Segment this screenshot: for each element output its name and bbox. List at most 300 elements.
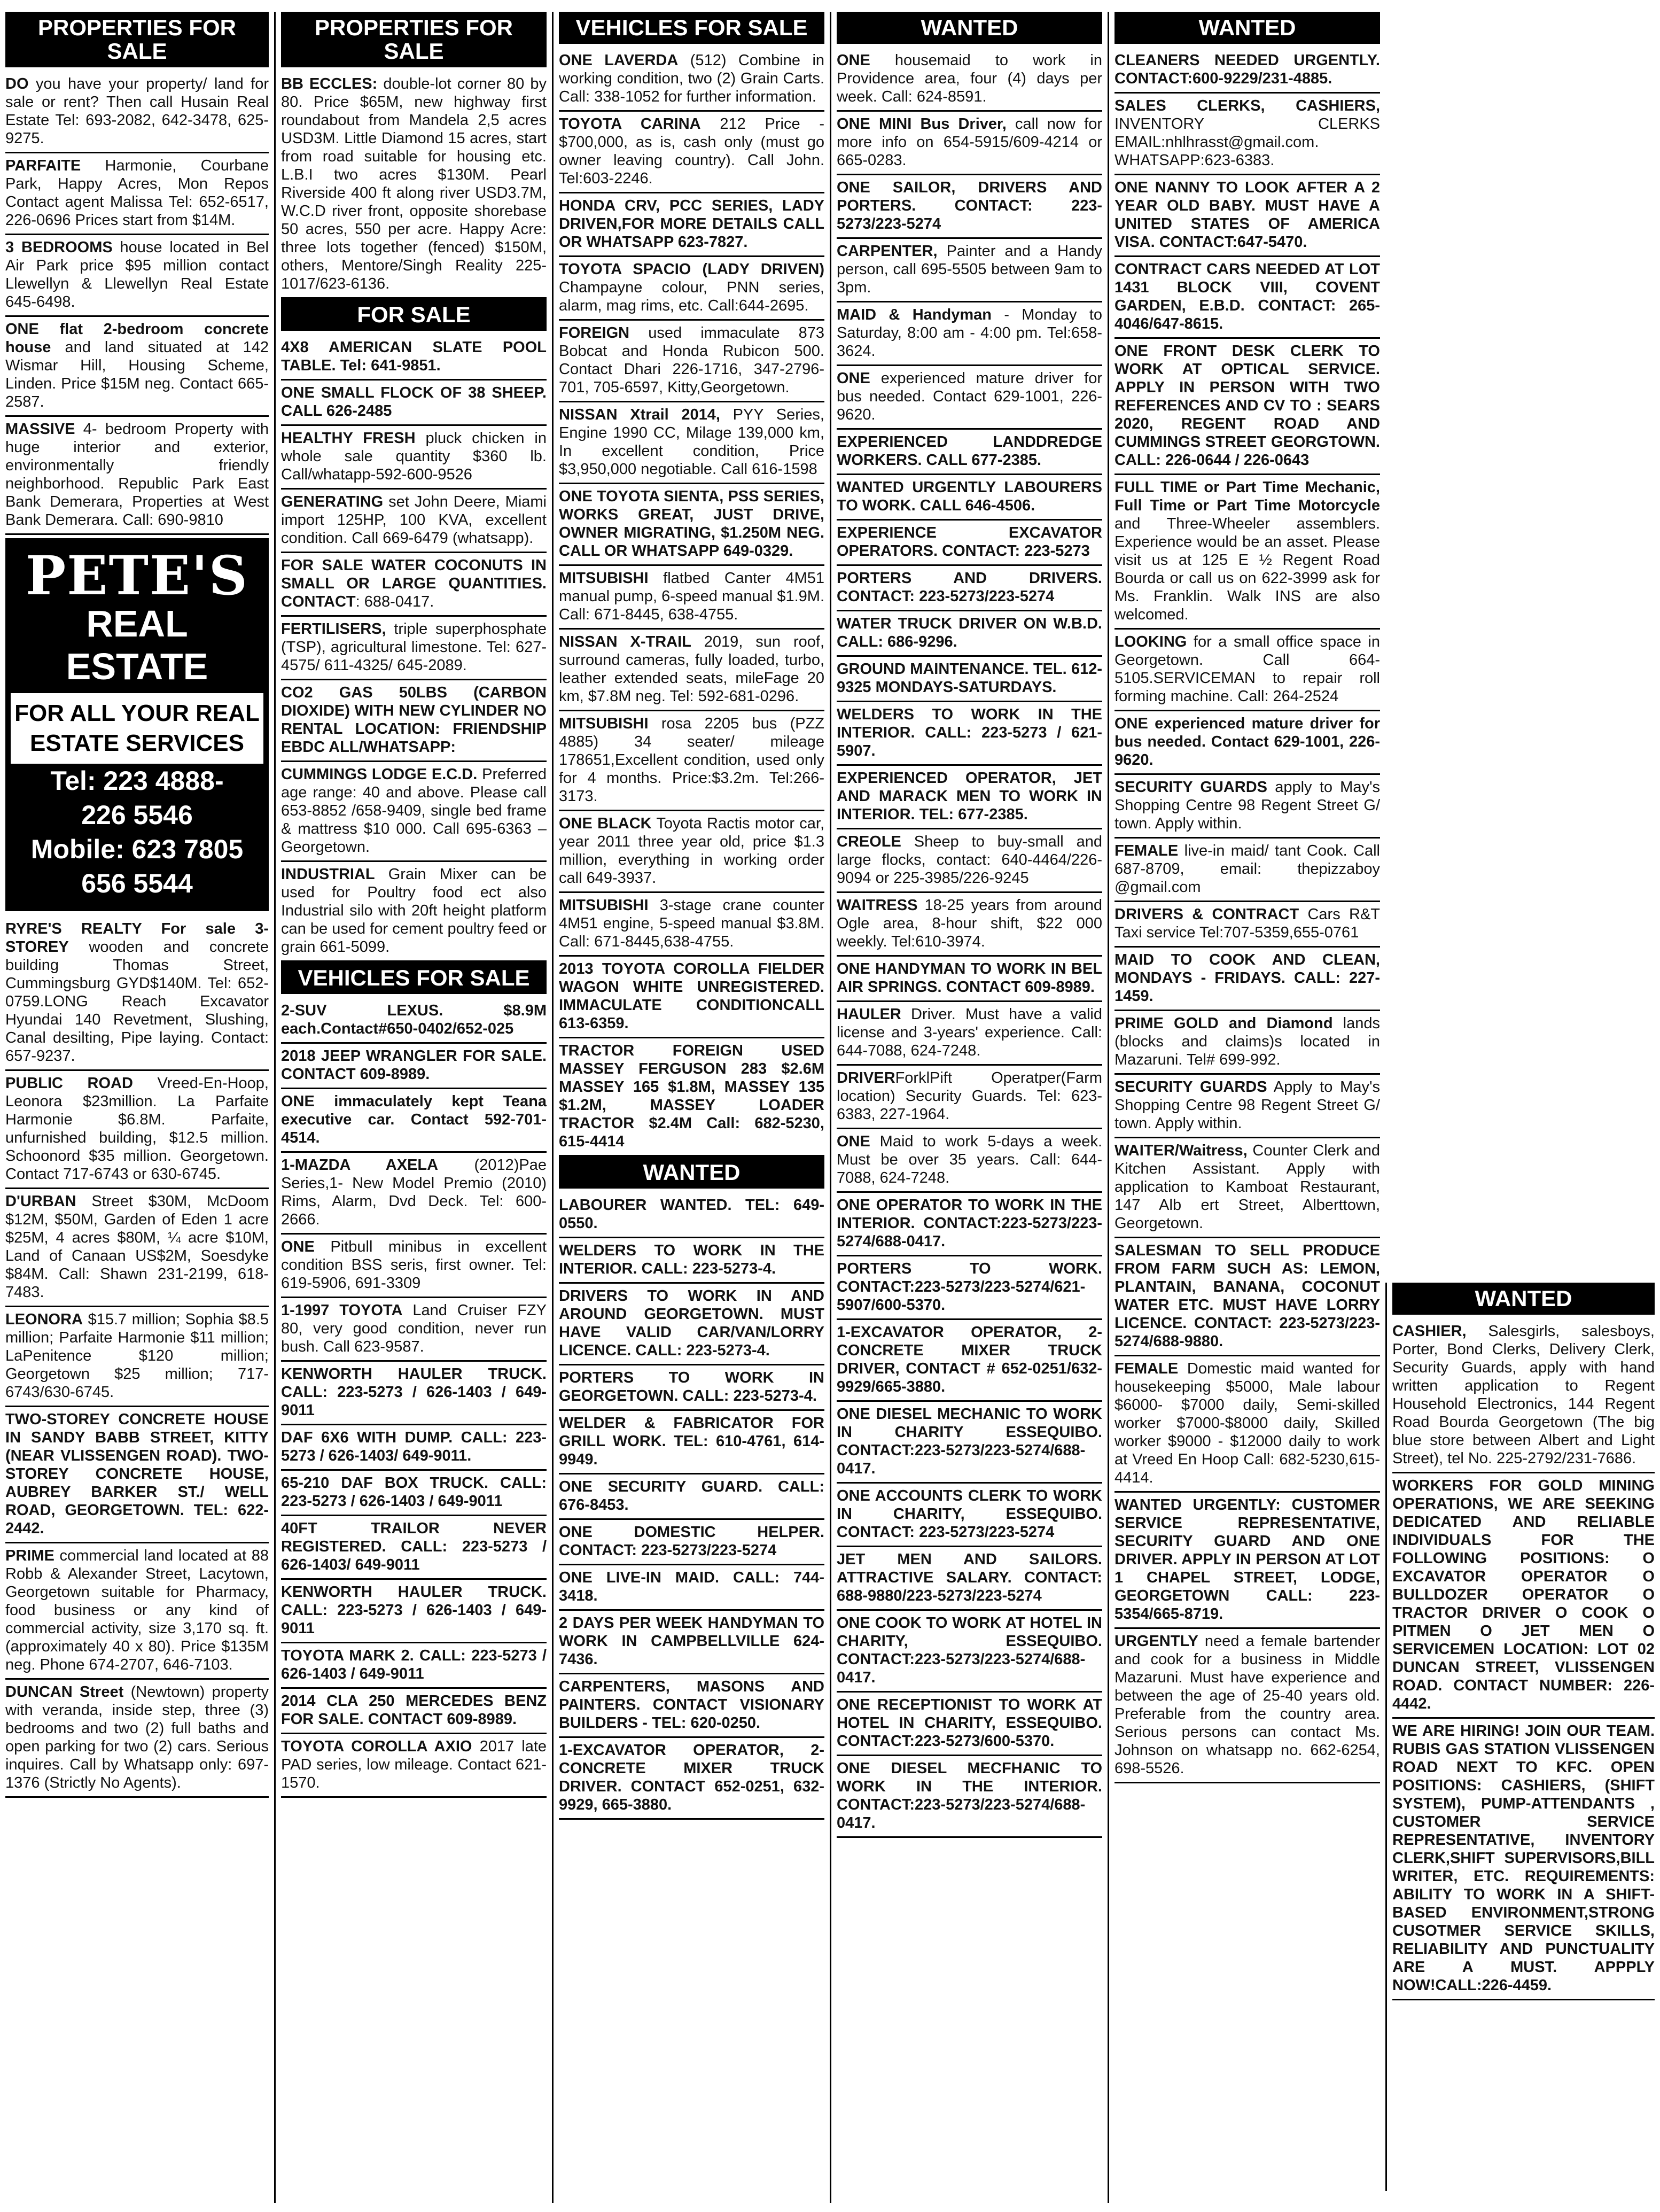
ad-body: Apply to May's Shopping Centre 98 Regent Street G/ town. Apply within.: [1115, 1078, 1380, 1132]
ad-body: Counter Clerk and Kitchen Assistant. Apply with application to Kamboat Restaurant, 147 Alb ert Street, Alberttown, Georgetown.: [1115, 1142, 1380, 1232]
classified-ad: [281, 1734, 547, 1798]
ad-body: 2019, sun roof, surround cameras, fully loaded, turbo, leather extended seats, mileFage 20 km, $7.8M neg. Tel: 592-681-0296.: [559, 633, 825, 705]
classified-ad: [559, 1565, 824, 1611]
ad-body: Grain Mixer can be used for Poultry food ect also Industrial silo with 20ft height platform can be used for cement poultry feed or grain 661-5099.: [281, 866, 547, 956]
ad-title: BB ECCLES:: [281, 75, 378, 92]
ad-title: GROUND MAINTENANCE. TEL. 612-9325 MONDAYS-SATURDAYS.: [837, 661, 1102, 696]
promo-tel-2: 226 5546: [81, 800, 193, 830]
ad-title: MASSIVE: [5, 421, 75, 438]
classified-ad: [281, 335, 547, 381]
petes-real-estate-ad: [5, 538, 269, 911]
ad-body: double-lot corner 80 by 80. Price $65M, new highway first roundabout from Mandela 2,5 acres USD3M. Little Diamond 15 acres, start from road suitable for housing etc. L.B.I two acres $130M. Pearl Riverside 400 ft along river USD3.7M, W.C.D river front, opposite shorebase 50 acres, 550 per acre. Happy Acre: three lots together (fenced) $150M, others, Mentore/Singh Reality 225-1017/623-6136.: [281, 75, 547, 292]
classified-ad: [837, 611, 1102, 657]
ad-title: MAID TO COOK AND CLEAN, MONDAYS - FRIDAYS. CALL: 227-1459.: [1115, 951, 1380, 1005]
ad-body: live-in maid/ tant Cook. Call 687-8709, email: thepizzaboy @gmail.com: [1115, 842, 1380, 896]
classified-ad: [281, 72, 547, 299]
ad-title: NISSAN X-TRAIL: [559, 633, 691, 650]
section-header-for-sale: FOR SALE: [281, 299, 547, 331]
ad-title: ONE: [837, 370, 870, 387]
classified-ad: [5, 917, 269, 1071]
classified-ad: [281, 553, 547, 617]
classified-ad: [559, 1474, 824, 1520]
classified-ad: [559, 402, 824, 484]
ad-body: - Monday to Saturday, 8:00 am - 4:00 pm. Tel:658-3624.: [837, 306, 1103, 360]
classified-ad: [837, 893, 1102, 957]
classified-ad: [559, 811, 824, 893]
classified-ad: [837, 829, 1102, 893]
ad-title: WANTED URGENTLY LABOURERS TO WORK. CALL 646-4506.: [837, 479, 1102, 514]
ad-title: 1-EXCAVATOR OPERATOR, 2- CONCRETE MIXER TRUCK DRIVER, CONTACT # 652-0251/632-9929/665-3880.: [837, 1324, 1102, 1395]
classified-ad: [837, 702, 1102, 766]
ad-title: TRACTOR FOREIGN USED MASSEY FERGUSON 283 $2.6M MASSEY 165 $1.8M, MASSEY 135 $1.2M, MASSEY LOADER TRACTOR $2.4M Call: 682-5230, 615-4414: [559, 1042, 824, 1150]
ad-title: FOR SALE WATER COCONUTS IN SMALL OR LARGE QUANTITIES. CONTACT: [281, 557, 547, 610]
ad-body: for a small office space in Georgetown. Call 664-5105.SERVICEMAN to repair roll forming machine. Call: 264-2524: [1115, 633, 1380, 705]
classified-ad: [281, 426, 547, 490]
ad-title: ONE OPERATOR TO WORK IN THE INTERIOR. CONTACT:223-5273/223-5274/688-0417.: [837, 1197, 1102, 1250]
ad-body: Maid to work 5-days a week. Must be over 35 years. Call: 644-7088, 624-7248.: [837, 1133, 1102, 1186]
ad-title: ONE DIESEL MECFHANIC TO WORK IN THE INTERIOR. CONTACT:223-5273/223-5274/688-0417.: [837, 1760, 1102, 1831]
ad-body: Salesgirls, salesboys, Porter, Bond Clerks, Delivery Clerk, Security Guards, apply with hand written application to Regent Household Electronics, 144 Regent Road Bourda Georgetown (The big blue store between Albert and Light Street), tel No. 225-2792/231-7686.: [1392, 1323, 1655, 1467]
ad-title: ONE: [281, 1238, 315, 1255]
classified-ad: [281, 1643, 547, 1689]
ad-body: (2012)Pae Series,1- New Model Premio (2010) Rims, Alarm, Dvd Deck. Tel: 600-2666.: [281, 1157, 547, 1228]
ad-title: LEONORA: [5, 1311, 83, 1328]
ad-title: ONE COOK TO WORK AT HOTEL IN CHARITY, ESSEQUIBO. CONTACT:223-5273/223-5274/688-0417.: [837, 1615, 1102, 1686]
ad-title: 40FT TRAILOR NEVER REGISTERED. CALL: 223-5273 / 626-1403/ 649-9011: [281, 1520, 547, 1573]
column-wanted-3: [1385, 1283, 1660, 2191]
classified-ad: [837, 1756, 1102, 1838]
classified-ad: [1115, 630, 1380, 711]
classified-ad: [559, 1365, 824, 1411]
ad-title: ONE RECEPTIONIST TO WORK AT HOTEL IN CHARITY, ESSEQUIBO. CONTACT:223-5273/600-5370.: [837, 1696, 1102, 1750]
classified-ad: [837, 239, 1102, 302]
ad-title: ONE LAVERDA: [559, 52, 679, 69]
ad-title: RYRE'S REALTY For sale 3-STOREY: [5, 920, 269, 956]
classified-ad: [837, 48, 1102, 112]
ad-body: Vreed-En-Hoop, Leonora $23million. La Parfaite Harmonie $6.8M. Parfaite, unfurnished building, $12.5 million. Schoonord $35 million. Georgetown. Contact 717-6743 or 630-6745.: [5, 1075, 269, 1183]
ad-title: CREOLE: [837, 833, 901, 850]
ad-body: 212 Price - $700,000, as is, cash only (must go owner leaving country). Call John. Tel:603-2246.: [559, 115, 824, 187]
ad-body: wooden and concrete building Thomas Street, Cummingsburg GYD$140M. Tel: 652-0759.LONG Reach Excavator Hyundai 140 Revetment, Slushing, Canal desilting, Pipe laying. Contact: 657-9237.: [5, 938, 269, 1065]
ad-body: 4- bedroom Property with huge interior and exterior, environmentally friendly neighborhood. Republic Park East Bank Demerara, Properties at West Bank Demerara. Call: 690-9810: [5, 421, 269, 529]
ad-title: CASHIER,: [1392, 1323, 1467, 1340]
classified-ad: [281, 1235, 547, 1298]
classified-ad: [559, 1193, 824, 1238]
ad-title: KENWORTH HAULER TRUCK. CALL: 223-5273 / 626-1403 / 649-9011: [281, 1584, 547, 1637]
ad-title: ONE DIESEL MECHANIC TO WORK IN CHARITY ESSEQUIBO. CONTACT:223-5273/223-5274/688-0417.: [837, 1406, 1102, 1477]
classified-ad: [559, 1238, 824, 1284]
ad-title: HONDA CRV, PCC SERIES, LADY DRIVEN,FOR MORE DETAILS CALL OR WHATSAPP 623-7827.: [559, 197, 824, 251]
classified-ad: [837, 657, 1102, 702]
ad-body: Street $30M, McDoom $12M, $50M, Garden of Eden 1 acre $25M, 4 acres $80M, ¼ acre $10M, Land of Canaan US$2M, Soesdyke $84M. Call: Shawn 231-2199, 618-7483.: [5, 1193, 269, 1301]
classified-ad: [281, 1362, 547, 1425]
ad-title: NISSAN Xtrail 2014,: [559, 406, 720, 423]
classified-ad: [559, 711, 824, 811]
classified-ad: [281, 1044, 547, 1089]
ad-title: GENERATING: [281, 493, 384, 510]
ad-title: KENWORTH HAULER TRUCK. CALL: 223-5273 / 626-1403 / 649-9011: [281, 1365, 547, 1419]
classified-ad: [559, 1611, 824, 1674]
ad-title: MITSUBISHI: [559, 715, 649, 732]
classified-ad: [5, 1680, 269, 1798]
promo-logo: PETE'S: [26, 544, 248, 607]
classified-ad: [1115, 475, 1380, 630]
ad-body: : 688-0417.: [355, 593, 434, 610]
ad-body: commercial land located at 88 Robb & Alexander Street, Lacytown, Georgetown suitable for Pharmacy, food business or any kind of commercial activity, size 3,170 sq. ft. (approximately 40 x 80). Price $135M neg. Phone 674-2707, 646-7103.: [5, 1547, 269, 1673]
ad-body: Harmonie, Courbane Park, Happy Acres, Mon Repos Contact agent Malissa Tel: 652-6517, 226-0696 Prices start from $14M.: [5, 157, 269, 229]
classified-ad: [559, 893, 824, 957]
ad-title: 1-EXCAVATOR OPERATOR, 2-CONCRETE MIXER TRUCK DRIVER. CONTACT 652-0251, 632-9929, 665-3880.: [559, 1742, 824, 1813]
ad-title: DRIVERS & CONTRACT: [1115, 906, 1299, 923]
ad-body: and land situated at 142 Wismar Hill, Housing Scheme, Linden. Price $15M neg. Contact 665-2587.: [5, 339, 269, 410]
classified-ad: [837, 1066, 1102, 1129]
section-header: WANTED: [837, 12, 1102, 44]
classified-ad: [559, 1284, 824, 1365]
ad-title: ONE TOYOTA SIENTA, PSS SERIES, WORKS GREAT, JUST DRIVE, OWNER MIGRATING, $1.250M NEG. CALL OR WHATSAPP 649-0329.: [559, 488, 824, 560]
ad-title: PRIME: [5, 1547, 54, 1564]
ad-title: DAF 6X6 WITH DUMP. CALL: 223-5273 / 626-1403/ 649-9011.: [281, 1429, 547, 1464]
ad-title: EXPERIENCED LANDDREDGE WORKERS. CALL 677-2385.: [837, 433, 1102, 469]
classified-ad: [559, 566, 824, 630]
classified-ad: [1115, 902, 1380, 948]
classified-ad: [5, 417, 269, 535]
classified-ad: [559, 630, 824, 711]
ad-body: $15.7 million; Sophia $8.5 million; Parfaite Harmonie $11 million; LaPenitence $120 million; Georgetown $25 million; 717-6743/630-6745.: [5, 1311, 269, 1401]
section-header: VEHICLES FOR SALE: [559, 12, 824, 44]
classified-ad: [281, 762, 547, 862]
ad-title: URGENTLY: [1115, 1633, 1198, 1650]
ad-title: 2018 JEEP WRANGLER FOR SALE. CONTACT 609-8989.: [281, 1047, 547, 1083]
classified-ad: [837, 1320, 1102, 1402]
ad-title: TOYOTA COROLLA AXIO: [281, 1738, 472, 1755]
ad-body: Painter and a Handy person, call 695-5505 between 9am to 3pm.: [837, 243, 1102, 296]
ad-body: experienced mature driver for bus needed. Contact 629-1001, 226-9620.: [837, 370, 1102, 423]
ad-title: CUMMINGS LODGE E.C.D.: [281, 766, 478, 783]
classified-ad: [281, 680, 547, 762]
ad-title: MAID & Handyman: [837, 306, 992, 323]
classified-ad: [837, 766, 1102, 829]
ad-title: PRIME GOLD and Diamond: [1115, 1015, 1333, 1032]
promo-tel: Tel: 223 4888-: [50, 766, 224, 796]
ad-title: WELDERS TO WORK IN THE INTERIOR. CALL: 223-5273-4.: [559, 1242, 824, 1277]
classified-ad: [837, 1402, 1102, 1484]
ad-title: ONE BLACK: [559, 815, 652, 832]
promo-logo-sub: REAL ESTATE: [66, 603, 208, 687]
section-header-vehicles: VEHICLES FOR SALE: [281, 962, 547, 994]
ad-title: CO2 GAS 50LBS (CARBON DIOXIDE) WITH NEW CYLINDER NO RENTAL LOCATION: FRIENDSHIP EBDC ALL/WHATSAPP:: [281, 684, 547, 756]
ad-title: JET MEN AND SAILORS. ATTRACTIVE SALARY. CONTACT: 688-9880/223-5273/223-5274: [837, 1551, 1102, 1604]
classified-ad: [837, 1484, 1102, 1547]
classified-ad: [1115, 339, 1380, 475]
classified-ad: [559, 1038, 824, 1157]
ad-body: Domestic maid wanted for housekeeping $5000, Male labour $6000- $7000 daily, Semi-skilled worker $7000-$8000 daily, Skilled worker $9000 - $12000 daily to work at Vreed En Hoop Call: 682-5230,615- 4414.: [1115, 1360, 1380, 1486]
ad-title: 2-SUV LEXUS. $8.9M each.Contact#650-0402/652-025: [281, 1002, 547, 1037]
ad-title: 2014 CLA 250 MERCEDES BENZ FOR SALE. CONTACT 609-8989.: [281, 1693, 547, 1728]
ad-title: ONE MINI Bus Driver,: [837, 115, 1007, 133]
ad-body: pluck chicken in whole sale quantity $360 lb. Call/whatapp-592-600-9526: [281, 430, 547, 483]
ad-body: set John Deere, Miami import 125HP, 100 KVA, excellent condition. Call 669-6479 (whatsapp).: [281, 493, 547, 547]
classified-ad: [281, 1089, 547, 1153]
column-properties-for-sale-1: [0, 12, 274, 2203]
ad-title: SECURITY GUARDS: [1115, 779, 1267, 796]
ad-title: PORTERS AND DRIVERS. CONTACT: 223-5273/223-5274: [837, 570, 1102, 605]
classified-ad: [837, 1611, 1102, 1693]
ad-title: D'URBAN: [5, 1193, 76, 1210]
classified-ad: [281, 1298, 547, 1362]
classified-ad: [1115, 175, 1380, 257]
ad-title: LOOKING: [1115, 633, 1187, 650]
classified-ad: [281, 381, 547, 426]
classified-ad: [281, 1471, 547, 1516]
ad-title: WAITER/Waitress,: [1115, 1142, 1248, 1159]
classified-ad: [559, 484, 824, 566]
ad-title: CARPENTER,: [837, 243, 938, 260]
column-properties-for-sale-2: [274, 12, 552, 2203]
ad-body: (Newtown) property with veranda, inside step, three (3) bedrooms and two (2) full baths and open parking for two (2) cars. Serious inquires. Call by Whatsapp only: 697-1376 (Strictly No Agents).: [5, 1683, 269, 1791]
ad-body: 18-25 years from around Ogle area, 8-hour shift, $22 000 weekly. Tel:610-3974.: [837, 897, 1102, 950]
classified-ad: [1115, 1238, 1380, 1356]
ad-title: WANTED URGENTLY: CUSTOMER SERVICE REPRESENTATIVE, SECURITY GUARD AND ONE DRIVER. APPLY IN PERSON AT LOT 1 CHAPEL STREET, LODGE, GEORGETOWN CALL: 223-5354/665-8719.: [1115, 1496, 1380, 1623]
ad-body: house located in Bel Air Park price $95 million contact Llewellyn & Llewellyn Real Estate 645-6498.: [5, 239, 269, 311]
ad-title: ONE flat 2-bedroom concrete house: [5, 321, 269, 356]
classified-ad: [281, 1516, 547, 1580]
classified-ad: [281, 862, 547, 962]
classified-ad: [837, 1256, 1102, 1320]
ad-title: SALESMAN TO SELL PRODUCE FROM FARM SUCH AS: LEMON, PLANTAIN, BANANA, COCONUT WATER ETC. MUST HAVE LORRY LICENCE. CONTACT: 223-5273/223-5274/688-9880.: [1115, 1242, 1380, 1350]
classified-ad: [559, 1738, 824, 1820]
classified-ad: [281, 1689, 547, 1734]
classified-ad: [559, 112, 824, 193]
ad-body: 3-stage crane counter 4M51 engine, 5-speed manual $3.8M. Call: 671-8445,638-4755.: [559, 897, 824, 950]
classified-ad: [1115, 1629, 1380, 1783]
section-header: PROPERTIES FOR SALE: [281, 12, 547, 67]
classified-ad: [837, 1129, 1102, 1193]
classified-ad: [837, 1002, 1102, 1066]
column-wanted-1: [830, 12, 1108, 2203]
classified-ad: [837, 302, 1102, 366]
ad-title: 3 BEDROOMS: [5, 239, 113, 256]
classified-ad: [559, 257, 824, 321]
classified-ad: [837, 1193, 1102, 1256]
ad-title: ONE DOMESTIC HELPER. CONTACT: 223-5273/223-5274: [559, 1524, 824, 1559]
ad-title: PARFAITE: [5, 157, 81, 174]
section-header: PROPERTIES FOR SALE: [5, 12, 269, 67]
ad-title: ONE ACCOUNTS CLERK TO WORK IN CHARITY, ESSEQUIBO. CONTACT: 223-5273/223-5274: [837, 1487, 1102, 1541]
ad-title: FERTILISERS,: [281, 620, 386, 638]
ad-body: flatbed Canter 4M51 manual pump, 6-speed manual $1.9M. Call: 671-8445, 638-4755.: [559, 570, 824, 623]
classified-ad: [559, 48, 824, 112]
ad-title: ONE SAILOR, DRIVERS AND PORTERS. CONTACT: 223-5273/223-5274: [837, 179, 1102, 232]
ad-title: FEMALE: [1115, 842, 1179, 859]
ad-title: SECURITY GUARDS: [1115, 1078, 1267, 1096]
ad-title: CONTRACT CARS NEEDED AT LOT 1431 BLOCK VIII, COVENT GARDEN, E.B.D. CONTACT: 265-4046/647-8615.: [1115, 261, 1380, 332]
classified-ad: [837, 112, 1102, 175]
ad-body: Cars R&T Taxi service Tel:707-5359,655-0761: [1115, 906, 1381, 941]
classified-ad: [559, 1411, 824, 1474]
classified-ad: [281, 998, 547, 1044]
column-wanted-2: [1108, 12, 1385, 2203]
ad-title: DUNCAN Street: [5, 1683, 124, 1701]
classified-ad: [559, 1674, 824, 1738]
ad-title: HAULER: [837, 1006, 901, 1023]
classified-ad: [5, 1407, 269, 1543]
ad-title: ONE SMALL FLOCK OF 38 SHEEP. CALL 626-2485: [281, 384, 547, 420]
ad-body: 2017 late PAD series, low mileage. Contact 621-1570.: [281, 1738, 547, 1791]
ad-title: TOYOTA MARK 2. CALL: 223-5273 / 626-1403 / 649-9011: [281, 1647, 547, 1682]
ad-title: WORKERS FOR GOLD MINING OPERATIONS, WE ARE SEEKING DEDICATED AND RELIABLE INDIVIDUALS FOR THE FOLLOWING POSITIONS: O EXCAVATOR OPERATOR O BULLDOZER OPERATOR O TRACTOR DRIVER O COOK O PITMEN O JET MEN O SERVICEMEN LOCATION: LOT 02 DUNCAN STREET, VLISSENGEN ROAD. CONTACT NUMBER: 226-4442.: [1392, 1477, 1655, 1712]
classified-ad: [1392, 1319, 1655, 1473]
ad-title: MITSUBISHI: [559, 897, 649, 914]
ad-body: triple superphosphate (TSP), agricultural limestone. Tel: 627-4575/ 611-4325/ 645-2089.: [281, 620, 547, 674]
classified-ad: [5, 72, 269, 153]
classified-ad: [1115, 257, 1380, 339]
ad-body: call now for more info on 654-5915/609-4214 or 665-0283.: [837, 115, 1102, 169]
ad-title: TWO-STOREY CONCRETE HOUSE IN SANDY BABB STREET, KITTY (NEAR VLISSENGEN ROAD). TWO-STOREY CONCRETE HOUSE, AUBREY BARKER ST./ WELL ROAD, GEORGETOWN. TEL: 622-2442.: [5, 1411, 269, 1537]
ad-title: PORTERS TO WORK. CONTACT:223-5273/223-5274/621-5907/600-5370.: [837, 1260, 1102, 1314]
ad-title: FULL TIME or Part Time Mechanic, Full Time or Part Time Motorcycle: [1115, 479, 1380, 514]
ad-title: WE ARE HIRING! JOIN OUR TEAM. RUBIS GAS STATION VLISSENGEN ROAD NEXT TO KFC. OPEN POSITIONS: CASHIERS, (SHIFT SYSTEM), PUMP-ATTENDANTS , CUSTOMER SERVICE REPRESENTATIVE, INVENTORY CLERK,SHIFT SUPERVISORS,BILL WRITER, ETC. REQUIREMENTS: ABILITY TO WORK IN A SHIFT-BASED ENVIRONMENT,STRONG CUSOTMER SERVICE SKILLS, RELIABILITY AND PUNCTUALITY ARE A MUST. APPPLY NOW!CALL:226-4459.: [1392, 1722, 1655, 1994]
classified-ad: [1115, 948, 1380, 1011]
classified-ad: [1115, 1011, 1380, 1075]
ad-body: Land Cruiser FZY 80, very good condition, never run bush. Call 623-9587.: [281, 1302, 547, 1355]
ad-body: Driver. Must have a valid license and 3-years' experience. Call: 644-7088, 624-7248.: [837, 1006, 1102, 1059]
ad-title: PUBLIC ROAD: [5, 1075, 133, 1092]
ad-title: 65-210 DAF BOX TRUCK. CALL: 223-5273 / 626-1403 / 649-9011: [281, 1474, 547, 1510]
classified-ad: [1115, 48, 1380, 94]
classified-ad: [281, 1425, 547, 1471]
ad-title: 2013 TOYOTA COROLLA FIELDER WAGON WHITE UNREGISTERED. IMMACULATE CONDITIONCALL 613-6359.: [559, 960, 824, 1032]
ad-body: apply to May's Shopping Centre 98 Regent Street G/ town. Apply within.: [1115, 779, 1380, 832]
ad-title: SALES CLERKS, CASHIERS,: [1115, 97, 1380, 114]
ad-title: DRIVER: [837, 1069, 895, 1086]
ad-body: Sheep to buy-small and large flocks, contact: 640-4464/226-9094 or 225-3985/226-9245: [837, 833, 1102, 887]
ad-body: (512) Combine in working condition, two (2) Grain Carts. Call: 338-1052 for further information.: [559, 52, 825, 105]
ad-title: DRIVERS TO WORK IN AND AROUND GEORGETOWN. MUST HAVE VALID CAR/VAN/LORRY LICENCE. CALL: 223-5273-4.: [559, 1287, 824, 1359]
ad-title: FOREIGN: [559, 324, 630, 341]
classified-ad: [281, 490, 547, 553]
classified-ad: [1115, 1356, 1380, 1493]
ad-title: 1-MAZDA AXELA: [281, 1157, 439, 1174]
classified-ad: [1392, 1719, 1655, 2000]
ad-title: WELDERS TO WORK IN THE INTERIOR. CALL: 223-5273 / 621-5907.: [837, 706, 1102, 759]
ad-body: rosa 2205 bus (PZZ 4885) 34 seater/ mileage 178651,Excellent condition, used only for 4 months. Price:$3.2m. Tel:266-3173.: [559, 715, 824, 805]
ad-title: ONE: [837, 52, 870, 69]
classified-ad: [837, 475, 1102, 521]
classified-ad: [837, 366, 1102, 430]
classified-ad: [837, 175, 1102, 239]
ad-title: CLEANERS NEEDED URGENTLY. CONTACT:600-9229/231-4885.: [1115, 52, 1380, 87]
ad-title: DO: [5, 75, 29, 92]
ad-title: HEALTHY FRESH: [281, 430, 416, 447]
ad-title: WAITRESS: [837, 897, 918, 914]
ad-body: Toyota Ractis motor car, year 2011 three year old, price $1.3 million, everything in working order call 649-3937.: [559, 815, 824, 887]
ad-title: MITSUBISHI: [559, 570, 649, 587]
classified-ad: [837, 430, 1102, 475]
classified-ad: [837, 566, 1102, 611]
ad-title: ONE immaculately kept Teana executive car. Contact 592-701-4514.: [281, 1093, 547, 1146]
classified-ad: [5, 1543, 269, 1680]
classified-ad: [837, 1547, 1102, 1611]
ad-body: ForklPift Operatper(Farm location) Security Guards. Tel: 623-6383, 227-1964.: [837, 1069, 1102, 1123]
ad-title: LABOURER WANTED. TEL: 649-0550.: [559, 1197, 824, 1232]
ad-title: EXPERIENCED OPERATOR, JET AND MARACK MEN TO WORK IN INTERIOR. TEL: 677-2385.: [837, 770, 1102, 823]
classified-ad: [281, 1153, 547, 1235]
ad-body: need a female bartender and cook for a business in Middle Mazaruni. Must have experience and between the age of 25-40 years old. Preferable from the country area. Serious persons can contact Ms. Johnson on whatsapp no. 662-6254, 698-5526.: [1115, 1633, 1380, 1777]
ad-title: FEMALE: [1115, 1360, 1179, 1377]
classified-ad: [559, 193, 824, 257]
classified-ad: [1115, 711, 1380, 775]
ad-body: used immaculate 873 Bobcat and Honda Rubicon 500. Contact Dhari 226-1716, 347-2796-701, 705-6597, Kitty,Georgetown.: [559, 324, 824, 396]
classified-ad: [1115, 1138, 1380, 1238]
column-vehicles-for-sale: [552, 12, 830, 2203]
classified-ad: [5, 1307, 269, 1407]
ad-title: EXPERIENCE EXCAVATOR OPERATORS. CONTACT: 223-5273: [837, 524, 1102, 560]
classified-ad: [1115, 775, 1380, 839]
ad-title: CARPENTERS, MASONS AND PAINTERS. CONTACT VISIONARY BUILDERS - TEL: 620-0250.: [559, 1678, 824, 1732]
ad-title: 1-1997 TOYOTA: [281, 1302, 403, 1319]
promo-tagline: FOR ALL YOUR REAL ESTATE SERVICES: [11, 693, 263, 764]
ad-title: 2 DAYS PER WEEK HANDYMAN TO WORK IN CAMPBELLVILLE 624-7436.: [559, 1615, 824, 1668]
ad-title: WELDER & FABRICATOR FOR GRILL WORK. TEL: 610-4761, 614-9949.: [559, 1415, 824, 1468]
classified-ad: [5, 1071, 269, 1189]
ad-body: Pitbull minibus in excellent condition BSS seris, first owner. Tel: 619-5906, 691-3309: [281, 1238, 547, 1292]
promo-mobile-2: 656 5544: [81, 868, 193, 898]
classified-ad: [1392, 1473, 1655, 1719]
classified-ad: [837, 1693, 1102, 1756]
ad-title: WATER TRUCK DRIVER ON W.B.D. CALL: 686-9296.: [837, 615, 1102, 650]
ad-body: PYY Series, Engine 1990 CC, Milage 139,000 km, In excellent condition, Price $3,950,000 negotiable. Call 616-1598: [559, 406, 824, 478]
classified-ad: [281, 1580, 547, 1643]
section-header: WANTED: [1392, 1283, 1655, 1315]
ad-title: ONE HANDYMAN TO WORK IN BEL AIR SPRINGS. CONTACT 609-8989.: [837, 960, 1102, 996]
section-header-wanted: WANTED: [559, 1157, 824, 1189]
classified-ad: [1115, 94, 1380, 175]
ad-title: ONE: [837, 1133, 870, 1150]
classified-ad: [559, 321, 824, 402]
classified-ad: [559, 957, 824, 1038]
classified-ad: [1115, 1075, 1380, 1138]
ad-title: 4X8 AMERICAN SLATE POOL TABLE. Tel: 641-9851.: [281, 339, 547, 374]
classified-ad: [1115, 839, 1380, 902]
classified-ad: [1115, 1493, 1380, 1629]
classified-ad: [281, 617, 547, 680]
ad-title: INDUSTRIAL: [281, 866, 375, 883]
ad-body: Champayne colour, PNN series, alarm, mag rims, etc. Call:644-2695.: [559, 279, 824, 314]
classified-ad: [837, 521, 1102, 566]
ad-body: lands (blocks and claims)s located in Mazaruni. Tel# 699-992.: [1115, 1015, 1380, 1068]
ad-body: you have your property/ land for sale or rent? Then call Husain Real Estate Tel: 693-2082, 642-3478, 625-9275.: [5, 75, 269, 147]
ad-title: ONE FRONT DESK CLERK TO WORK AT OPTICAL SERVICE. APPLY IN PERSON WITH TWO REFERENCES AND CV TO : SEARS 2020, REGENT ROAD AND CUMMINGS STREET GEORGTOWN. CALL: 226-0644 / 226-0643: [1115, 343, 1380, 469]
ad-title: TOYOTA CARINA: [559, 115, 701, 133]
ad-body: and Three-Wheeler assemblers. Experience would be an asset. Please visit us at 125 E ½ Regent Road Bourda or call us on 622-3999 ask for Ms. Franklin. Walk INS are also welcomed.: [1115, 515, 1380, 623]
ad-title: ONE NANNY TO LOOK AFTER A 2 YEAR OLD BABY. MUST HAVE A UNITED STATES OF AMERICA VISA. CONTACT:647-5470.: [1115, 179, 1380, 251]
classified-ad: [837, 957, 1102, 1002]
ad-title: PORTERS TO WORK IN GEORGETOWN. CALL: 223-5273-4.: [559, 1369, 824, 1404]
classified-ad: [5, 1189, 269, 1307]
classified-ad: [5, 235, 269, 317]
ad-title: ONE experienced mature driver for bus needed. Contact 629-1001, 226-9620.: [1115, 715, 1380, 769]
ad-title: ONE LIVE-IN MAID. CALL: 744-3418.: [559, 1569, 824, 1604]
section-header: WANTED: [1115, 12, 1380, 44]
ad-title: TOYOTA SPACIO (LADY DRIVEN): [559, 261, 824, 278]
ad-body: INVENTORY CLERKS EMAIL:nhlhrasst@gmail.com. WHATSAPP:623-6383.: [1115, 115, 1380, 169]
classified-ad: [5, 317, 269, 417]
ad-body: housemaid to work in Providence area, four (4) days per week. Call: 624-8591.: [837, 52, 1102, 105]
ad-body: Preferred age range: 40 and above. Please call 653-8852 /658-9409, single bed frame & mattress $10 000. Call 695-6363 – Georgetown.: [281, 766, 547, 856]
ad-title: ONE SECURITY GUARD. CALL: 676-8453.: [559, 1478, 824, 1514]
promo-mobile: Mobile: 623 7805: [30, 834, 244, 864]
classified-ad: [559, 1520, 824, 1565]
